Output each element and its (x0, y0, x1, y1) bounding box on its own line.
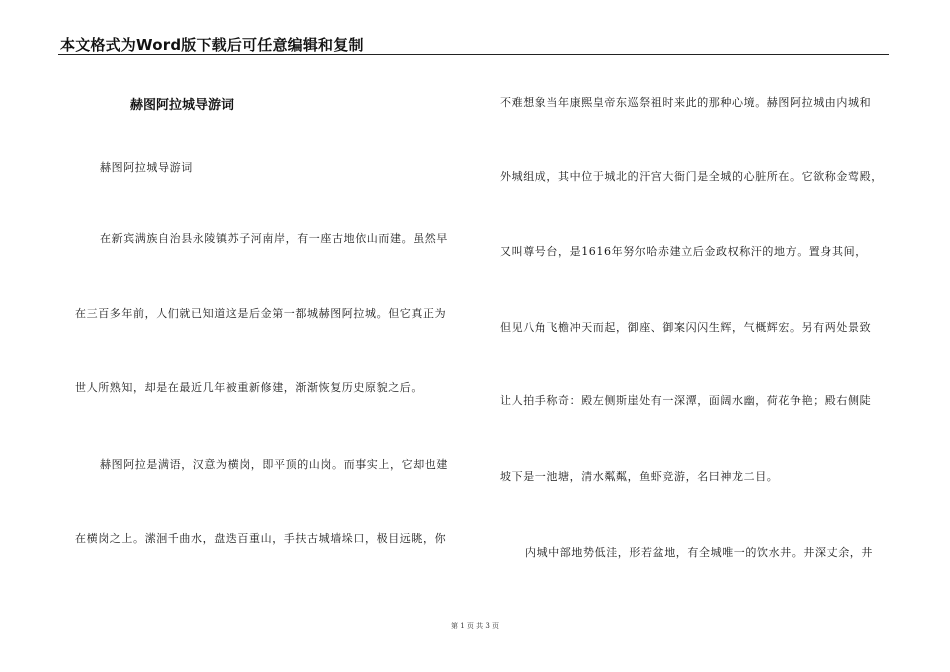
paragraph-line: 内城中部地势低洼，形若盆地，有全城唯一的饮水井。井深丈余，井 (525, 546, 873, 559)
paragraph-line: 不难想象当年康熙皇帝东巡祭祖时来此的那种心境。赫图阿拉城由内城和 (500, 96, 872, 109)
paragraph-line: 在三百多年前，人们就已知道这是后金第一都城赫图阿拉城。但它真正为 (75, 307, 447, 320)
paragraph-line: 但见八角飞檐冲天而起，御座、御案闪闪生辉，气概辉宏。另有两处景致 (500, 321, 872, 334)
document-banner: 本文格式为Word版下载后可任意编辑和复制 (60, 36, 364, 54)
document-title: 赫图阿拉城导游词 (130, 98, 235, 113)
paragraph-line: 让人拍手称奇：殿左侧斯崖处有一深潭，面阔水幽，荷花争艳；殿右侧陡 (500, 394, 872, 407)
paragraph-line: 赫图阿拉是满语，汉意为横岗，即平顶的山岗。而事实上，它却也建 (100, 458, 448, 471)
paragraph-line: 坡下是一池塘，清水粼粼，鱼虾竞游，名曰神龙二目。 (500, 470, 779, 483)
page-number-footer: 第 1 页 共 3 页 (450, 622, 500, 630)
paragraph-line: 世人所熟知，却是在最近几年被重新修建，渐渐恢复历史原貌之后。 (75, 381, 423, 394)
paragraph-line: 又叫尊号台，是1616年努尔哈赤建立后金政权称汗的地方。置身其间， (500, 245, 867, 258)
paragraph-line: 在横岗之上。潆洄千曲水，盘迭百重山，手扶古城墙垛口，极目远眺，你 (75, 532, 447, 545)
paragraph-line: 赫图阿拉城导游词 (100, 161, 193, 174)
paragraph-line: 外城组成，其中位于城北的汗宫大衙门是全城的心脏所在。它欲称金莺殿， (500, 170, 883, 183)
banner-divider (58, 54, 889, 55)
paragraph-line: 在新宾满族自治县永陵镇苏子河南岸，有一座古地依山而建。虽然早 (100, 232, 448, 245)
